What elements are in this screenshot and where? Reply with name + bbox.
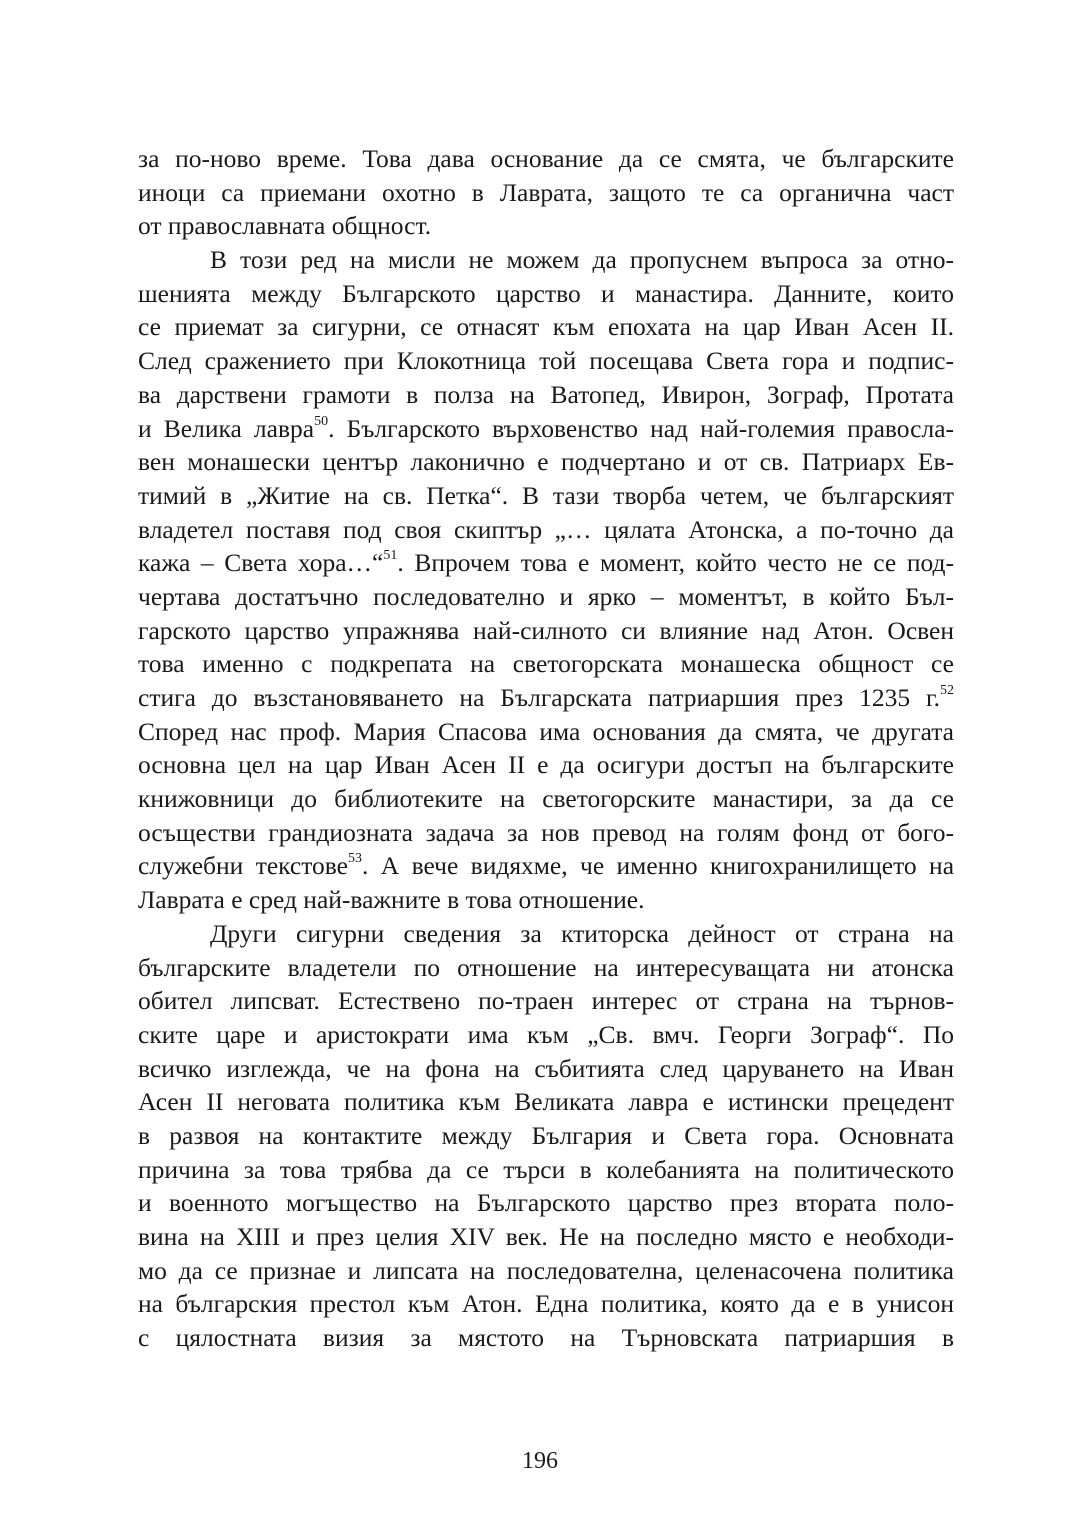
text-line: това именно с подкрепата на светогорската монашеска общност се [138, 649, 954, 679]
text-line: с цялостната визия за мястото на Търновската патриаршия в [138, 1323, 954, 1353]
text-line: мо да се признае и липсата на последователна, целенасочена политика [138, 1255, 954, 1285]
text-line: шенията между Българското царство и манастира. Данните, които [138, 278, 954, 308]
text-line: чертава достатъчно последователно и ярко – моментът, в който Бъл- [138, 581, 954, 611]
page-body [138, 142, 954, 1355]
text-line [138, 412, 954, 446]
text-line: обител липсват. Естествено по-траен интерес от страна на търнов- [138, 986, 954, 1016]
text-line: След сражението при Клокотница той посещава Света гора и подпис- [138, 346, 954, 376]
paragraph [138, 142, 954, 243]
text-line: Асен II неговата политика към Великата лавра е истински прецедент [138, 1087, 954, 1117]
text-line: всичко изглежда, че на фона на събитията след царуването на Иван [138, 1053, 954, 1083]
text-line: Според нас проф. Мария Спасова има основания да смята, че другата [138, 716, 954, 746]
text-line: В този ред на мисли не можем да пропуснем въпроса за отно- [210, 245, 954, 275]
text-fragment: . Българското върховенство над най-големия правосла- [328, 413, 954, 443]
page-number: 196 [522, 1448, 558, 1474]
text-line: владетел поставя под своя скиптър „… цялата Атонска, а по-точно да [138, 514, 954, 544]
text-line: се приемат за сигурни, се отнасят към епохата на цар Иван Асен II. [138, 312, 954, 342]
text-line: Лаврата е сред най-важните в това отношение. [138, 885, 645, 915]
paragraph [138, 917, 954, 1355]
footnote-ref-52[interactable]: 52 [940, 683, 954, 698]
text-line: и военното могъщество на Българското царство през втората поло- [138, 1188, 954, 1218]
text-line: основна цел на цар Иван Асен II е да осигури достъп на българските [138, 750, 954, 780]
text-line: причина за това трябва да се търси в колебанията на политическото [138, 1154, 954, 1184]
text-line: ските царе и аристократи има към „Св. вмч. Георги Зограф“. По [138, 1019, 954, 1049]
text-fragment: служебни текстове [138, 851, 349, 881]
text-line: тимий в „Житие на св. Петка“. В тази творба четем, че българският [138, 480, 954, 510]
text-line: за по-ново време. Това дава основание да се смята, че българските [138, 144, 954, 173]
text-fragment: и Велика лавра [138, 413, 315, 443]
text-line: гарското царство упражнява най-силното си влияние над Атон. Освен [138, 615, 954, 645]
text-line [138, 681, 954, 715]
paragraph [138, 243, 954, 917]
text-line [138, 849, 954, 883]
text-line: вен монашески център лаконично е подчертано и от св. Патриарх Ев- [138, 447, 954, 477]
text-line: от православната общност. [138, 211, 432, 241]
text-fragment: . Впрочем това е момент, който често не се под- [397, 548, 954, 578]
text-fragment: кажа – Света хора…“ [138, 548, 384, 578]
text-line: ва дарствени грамоти в полза на Ватопед, Ивирон, Зограф, Протата [138, 379, 954, 409]
text-line: иноци са приемани охотно в Лаврата, защото те са органична част [138, 177, 954, 207]
text-line: осъществи грандиозната задача за нов превод на голям фонд от бого- [138, 817, 954, 847]
text-fragment: стига до възстановяването на Българската патриаршия през 1235 г. [138, 683, 940, 712]
footnote-ref-53[interactable]: 53 [348, 851, 363, 867]
text-line: на българския престол към Атон. Една политика, която да е в унисон [138, 1289, 954, 1319]
text-line: книжовници до библиотеките на светогорските манастири, за да се [138, 784, 954, 814]
text-line: вина на XIII и през целия XIV век. Не на последно място е необходи- [138, 1222, 954, 1251]
text-line: българските владетели по отношение на интересуващата ни атонска [138, 952, 954, 982]
footnote-ref-50[interactable]: 50 [314, 413, 329, 429]
text-line [138, 546, 954, 580]
text-line: Други сигурни сведения за ктиторска дейност от страна на [210, 918, 954, 948]
text-line: в развоя на контактите между България и Света гора. Основната [138, 1120, 954, 1150]
text-fragment: . А вече видяхме, че именно книгохранилището на [362, 851, 955, 881]
footnote-ref-51[interactable]: 51 [383, 548, 398, 564]
